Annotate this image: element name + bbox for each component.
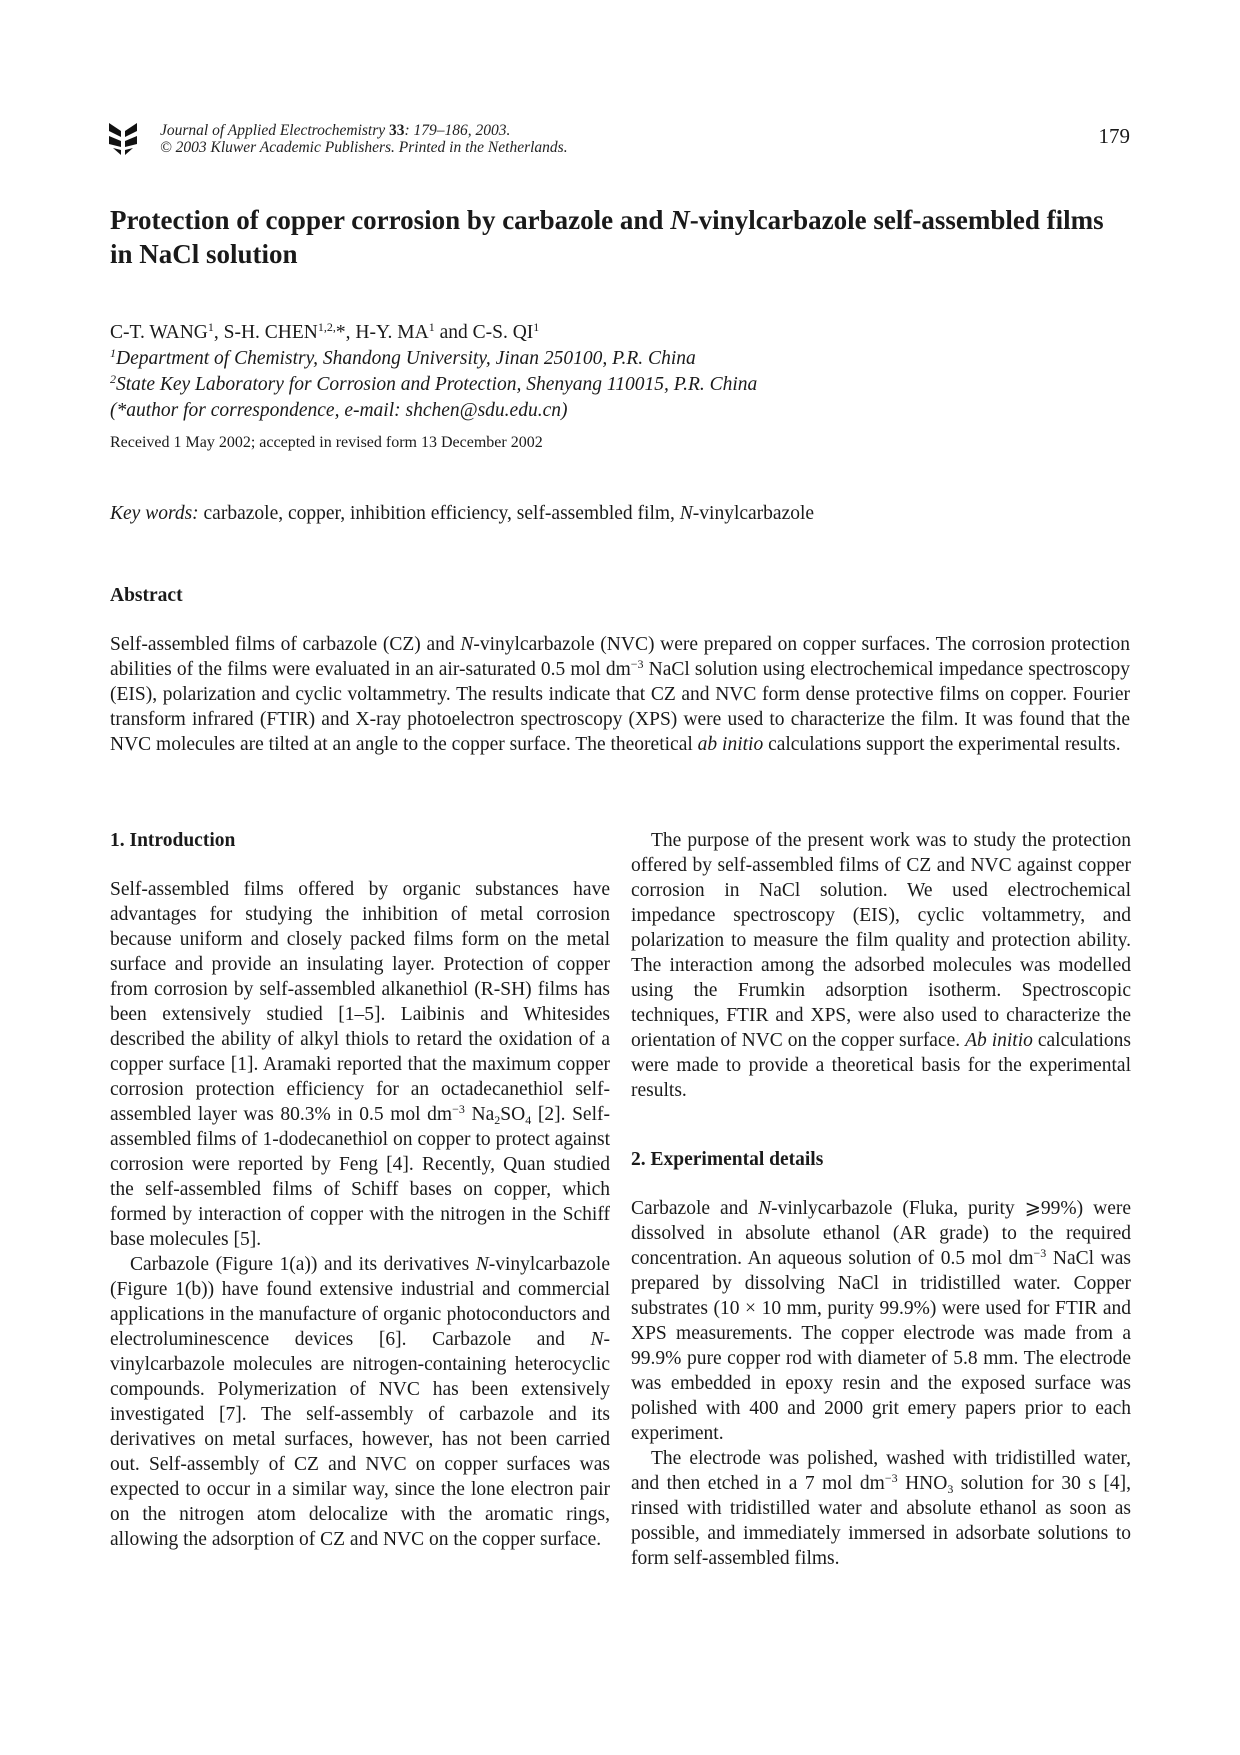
publisher-logo-icon <box>108 122 138 156</box>
corresponding-star: * <box>335 322 346 343</box>
experimental-paragraph-2: The electrode was polished, washed with tridistilled water, and then etched in a 7 mol $dm^{-3}$ $HNO_3$ solution for 30 s [4], rinsed with tridistilled water and absolute ethanol as soon as possible, and immediately immersed in adsorbate solutions to form self-assembled films. <box>631 1448 1132 1569</box>
left-column <box>110 828 610 1552</box>
experimental-paragraph-1: Carbazole and N-vinlycarbazole (Fluka, purity ⩾99%) were dissolved in absolute ethanol (AR grade) to the required concentration. An aqueous solution of 0.5 mol $dm^{-3}$ NaCl was prepared by dissolving NaCl in tridistilled water. Copper substrates (10 × 10 mm, purity 99.9%) were used for FTIR and XPS measurements. The copper electrode was made from a 99.9% pure copper rod with diameter of 5.8 mm. The electrode was embedded in epoxy resin and the exposed surface was polished with 400 and 2000 grit emery papers prior to each experiment. <box>631 1198 1131 1444</box>
article-title: Protection of copper corrosion by carbazole and N-vinylcarbazole self-assembled films in NaCl solution <box>110 205 1104 269</box>
journal-name: Journal of Applied Electrochemistry <box>160 122 386 139</box>
abstract-heading: Abstract <box>110 585 183 606</box>
author-name: C-T. WANG <box>110 322 208 343</box>
section-heading-experimental: 2. Experimental details <box>631 1149 824 1170</box>
correspondence-note: (*author for correspondence, e-mail: shchen@sdu.edu.cn) <box>110 400 568 421</box>
abstract-text: Self-assembled films of carbazole (CZ) and N-vinylcarbazole (NVC) were prepared on copper surfaces. The corrosion protection abilities of the films were evaluated in an air-saturated 0.5 mol $dm^{-3}$ NaCl solution using electrochemical impedance spectroscopy (EIS), polarization and cyclic voltammetry. The results indicate that CZ and NVC form dense protective films on copper. Fourier transform infrared (FTIR) and X-ray photoelectron spectroscopy (XPS) were used to characterize the film. It was found that the NVC molecules are tilted at an angle to the copper surface. The theoretical ab initio calculations support the experimental results. <box>110 634 1131 755</box>
copyright-notice: © 2003 Kluwer Academic Publishers. Printed in the Netherlands. <box>160 139 568 156</box>
author-name: H-Y. MA <box>355 322 429 343</box>
journal-citation <box>160 122 568 156</box>
intro-paragraph-3: The purpose of the present work was to study the protection offered by self-assembled films of CZ and NVC against copper corrosion in NaCl solution. We used electrochemical impedance spectroscopy (EIS), cyclic voltammetry, and polarization to measure the film quality and protection ability. The interaction among the adsorbed molecules was modelled using the Frumkin adsorption isotherm. Spectroscopic techniques, FTIR and XPS, were also used to characterize the orientation of NVC on the copper surface. Ab initio calculations were made to provide a theoretical basis for the experimental results. <box>631 830 1131 1101</box>
intro-paragraph-1: Self-assembled films offered by organic substances have advantages for studying the inhibition of metal corrosion because uniform and closely packed films form on the metal surface and provide an insulating layer. Protection of copper from corrosion by self-assembled alkanethiol (R-SH) films has been extensively studied [1–5]. Laibinis and Whitesides described the ability of alkyl thiols to retard the oxidation of a copper surface [1]. Aramaki reported that the maximum copper corrosion protection efficiency for an octadecanethiol self-assembled layer was 80.3% in 0.5 mol $dm^{-3}$ $Na_2SO_4$ [2]. Self-assembled films of 1-dodecanethiol on copper to protect against corrosion were reported by Feng [4]. Recently, Quan studied the self-assembled films of Schiff bases on copper, which formed by interaction of copper with the nitrogen in the Schiff base molecules [5]. <box>110 879 610 1250</box>
section-heading-introduction: 1. Introduction <box>110 830 236 851</box>
affiliation-1: $^1$Department of Chemistry, Shandong University, Jinan 250100, P.R. China <box>110 346 696 369</box>
page-number: 179 <box>1098 124 1130 148</box>
journal-volume: 33 <box>389 122 405 139</box>
journal-pages-year: : 179–186, 2003. <box>404 122 511 139</box>
keywords-label: Key words: <box>110 503 199 524</box>
keywords: Key words: carbazole, copper, inhibition efficiency, self-assembled film, N-vinylcarbazole <box>110 503 815 524</box>
intro-paragraph-2: Carbazole (Figure 1(a)) and its derivatives N-vinylcarbazole (Figure 1(b)) have found extensive industrial and commercial applications in the manufacture of organic photoconductors and electroluminescence devices [6]. Carbazole and N-vinylcarbazole molecules are nitrogen-containing heterocyclic compounds. Polymerization of NVC has been extensively investigated [7]. The self-assembly of carbazole and its derivatives on metal surfaces, however, has not been carried out. Self-assembly of CZ and NVC on copper surfaces was expected to occur in a similar way, since the lone electron pair on the nitrogen atom delocalize with the aromatic rings, allowing the adsorption of CZ and NVC on the copper surface. <box>110 1254 610 1550</box>
author-name: S-H. CHEN <box>223 322 318 343</box>
author-name: C-S. QI <box>472 322 534 343</box>
received-dates: Received 1 May 2002; accepted in revised form 13 December 2002 <box>110 434 543 451</box>
right-column <box>631 828 1131 1571</box>
affiliation-2: $^2$State Key Laboratory for Corrosion and Protection, Shenyang 110015, P.R. China <box>110 372 758 395</box>
author-list: C-T. WANG$^1$, S-H. $CHEN^{1,2,}*$, H-Y. $MA^1$ and C-S. $QI^1$ <box>110 320 540 343</box>
